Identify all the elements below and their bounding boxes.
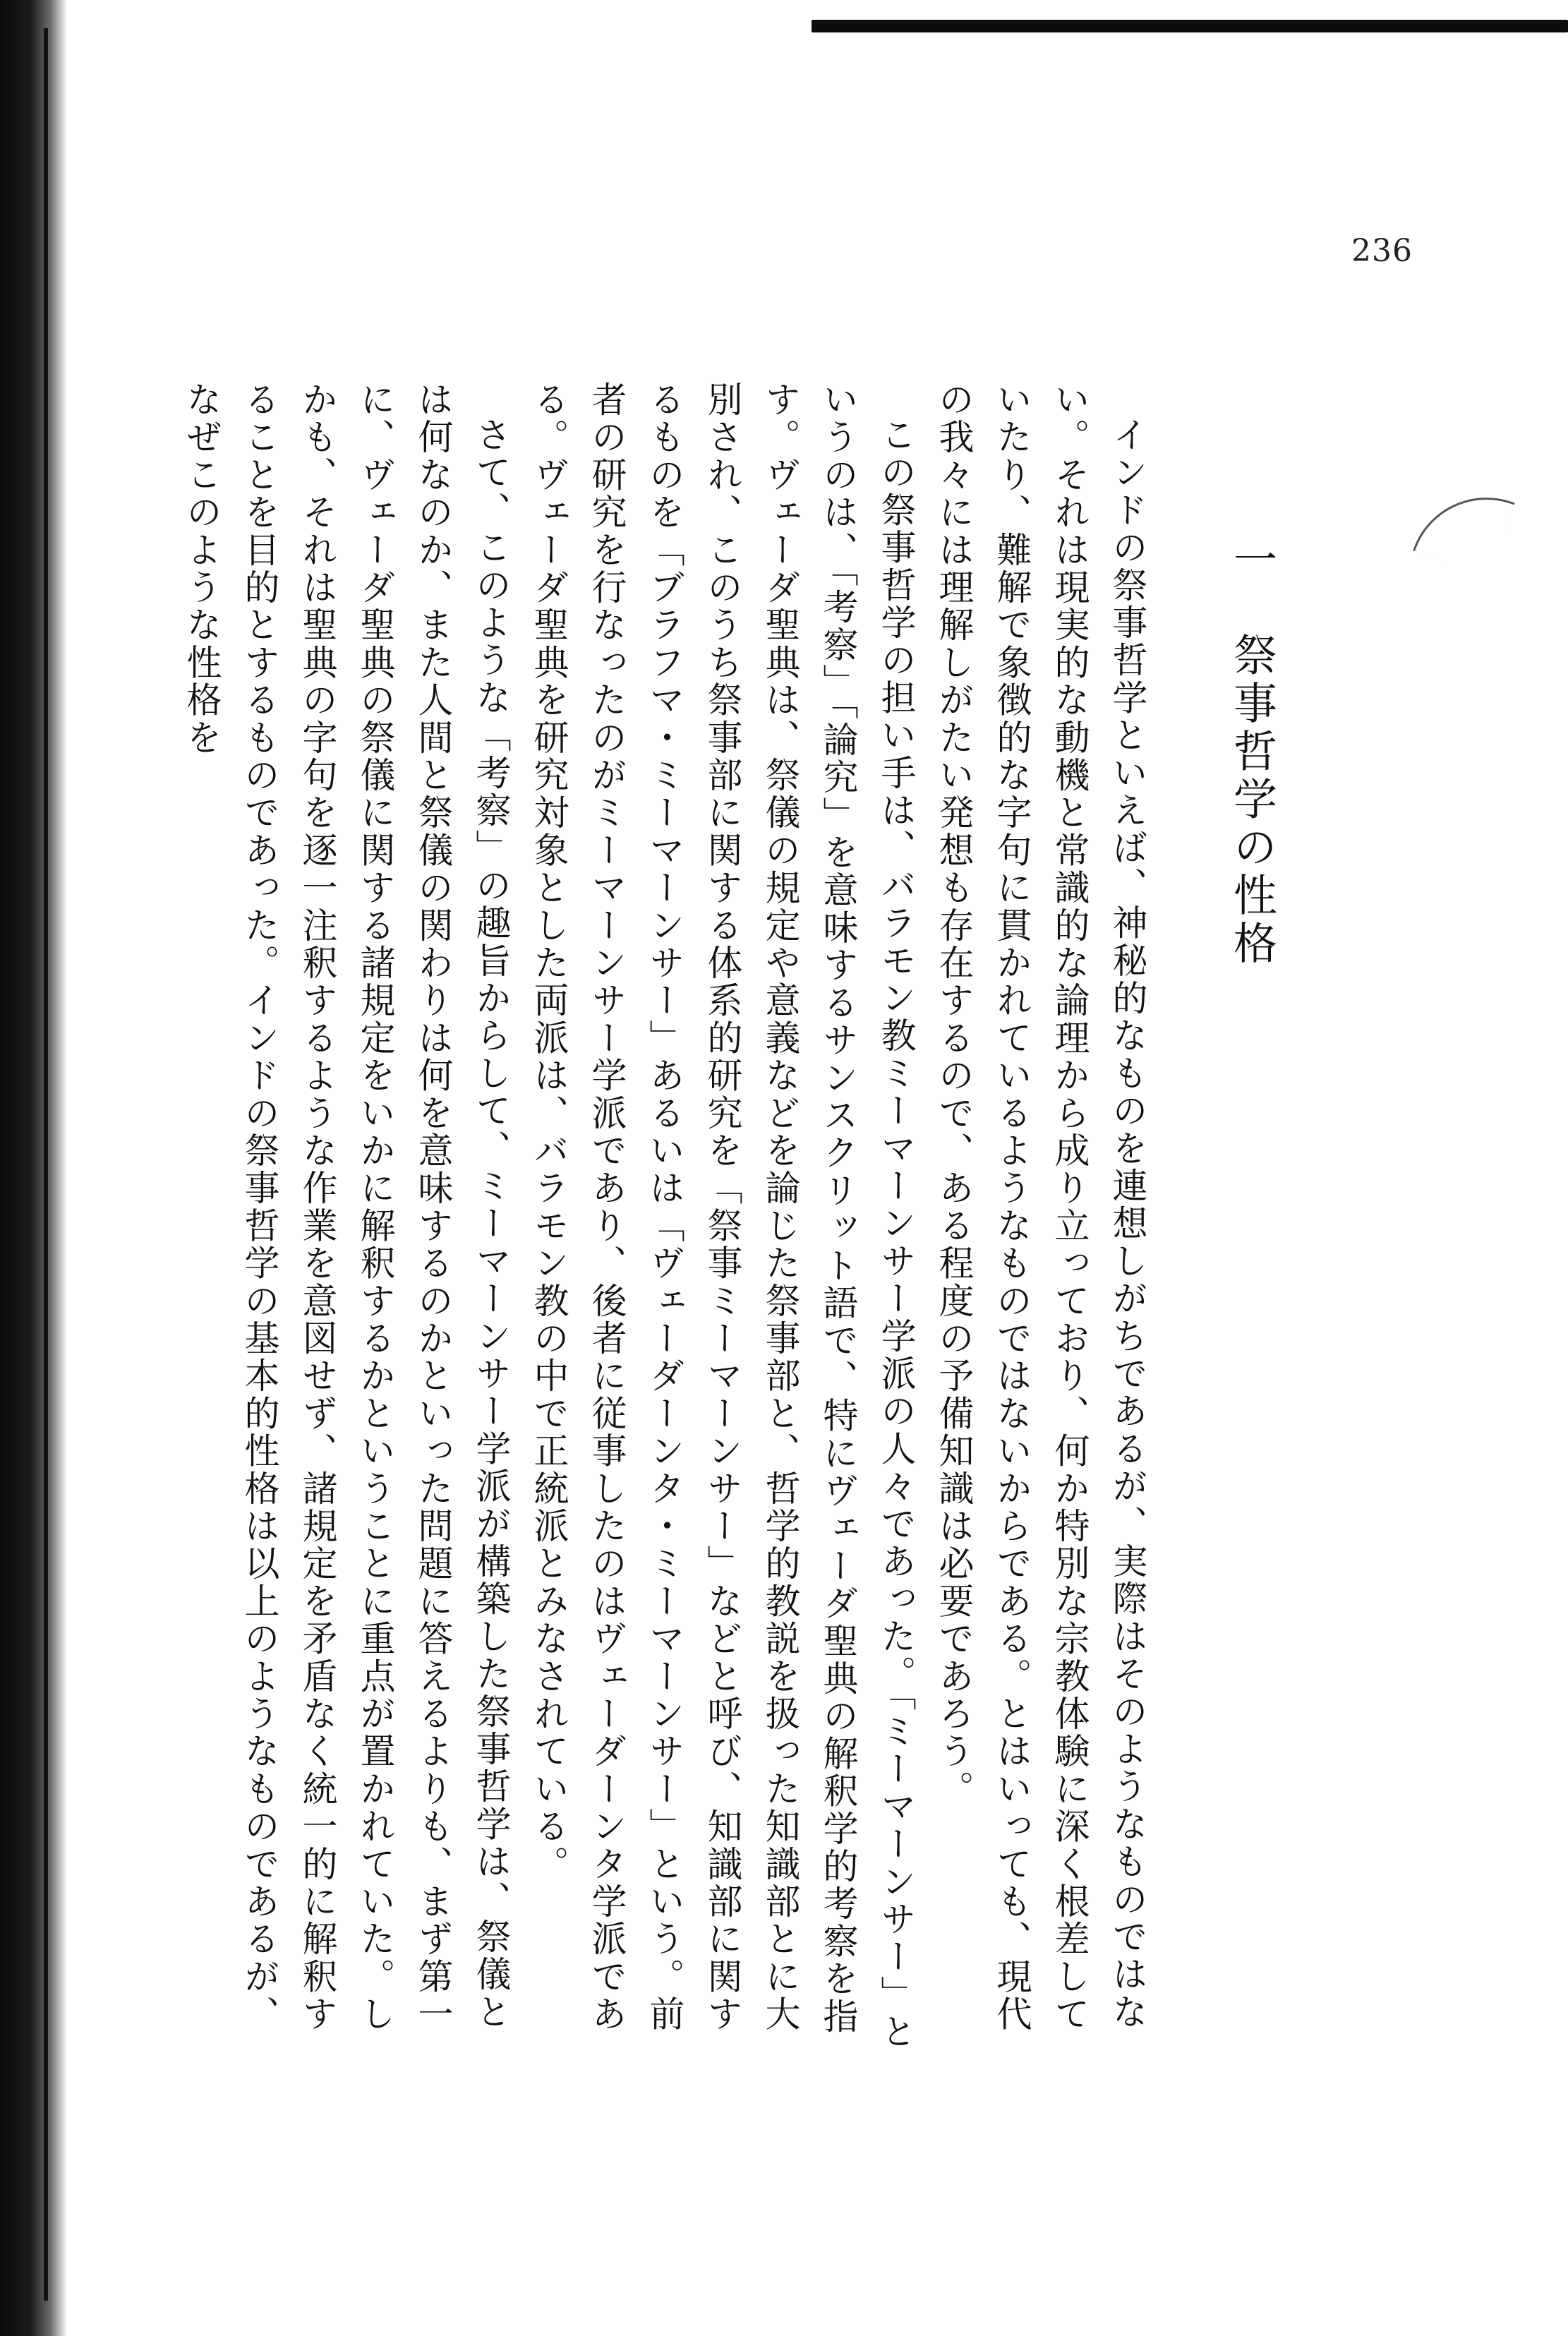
page-number: 236: [1351, 233, 1413, 269]
top-edge-rule: [812, 20, 1568, 32]
scan-mark: [1413, 476, 1515, 578]
book-spine-shadow: [0, 0, 67, 2336]
paragraph-2: この祭事哲学の担い手は、バラモン教ミーマーンサー学派の人々であった。「ミーマーンサー」というのは、「考察」「論究」を意味するサンスクリット語で、特にヴェーダ聖典の解釈学的考察を指す。ヴェーダ聖典は、祭儀の規定や意義などを論じた祭事部と、哲学的教説を扱った知識部とに大別され、このうち祭事部に関する体系的研究を「祭事ミーマーンサー」などと呼び、知識部に関するものを「ブラフマ・ミーマーンサー」あるいは「ヴェーダーンタ・ミーマーンサー」という。前者の研究を行なったのがミーマーンサー学派であり、後者に従事したのはヴェーダーンタ学派である。ヴェーダ聖典を研究対象とした両派は、バラモン教の中で正統派とみなされている。: [528, 381, 917, 2051]
book-spine-line: [44, 28, 48, 2301]
paragraph-3: さて、このような「考察」の趣旨からして、ミーマーンサー学派が構築した祭事哲学は、祭儀とは何なのか、また人間と祭儀の関わりは何を意味するのかといった問題に答えるよりも、まず第一に、ヴェーダ聖典の祭儀に関する諸規定をいかに解釈するかということに重点が置かれていた。しかも、それは聖典の字句を逐一注釈するような作業を意図せず、諸規定を矛盾なく統一的に解釈することを目的とするものであった。インドの祭事哲学の基本的性格は以上のようなものであるが、なぜこのような性格を: [181, 381, 512, 2033]
paragraph-1: インドの祭事哲学といえば、神秘的なものを連想しがちであるが、実際はそのようなものではない。それは現実的な動機と常識的な論理から成り立っており、何か特別な宗教体験に深く根差していたり、難解で象徴的な字句に貫かれているようなものではないからである。とはいっても、現代の我々には理解しがたい発想も存在するので、ある程度の予備知識は必要であろう。: [933, 381, 1148, 2033]
vertical-text-block: [181, 381, 1320, 2061]
section-title: 一 祭事哲学の性格: [1226, 536, 1278, 968]
